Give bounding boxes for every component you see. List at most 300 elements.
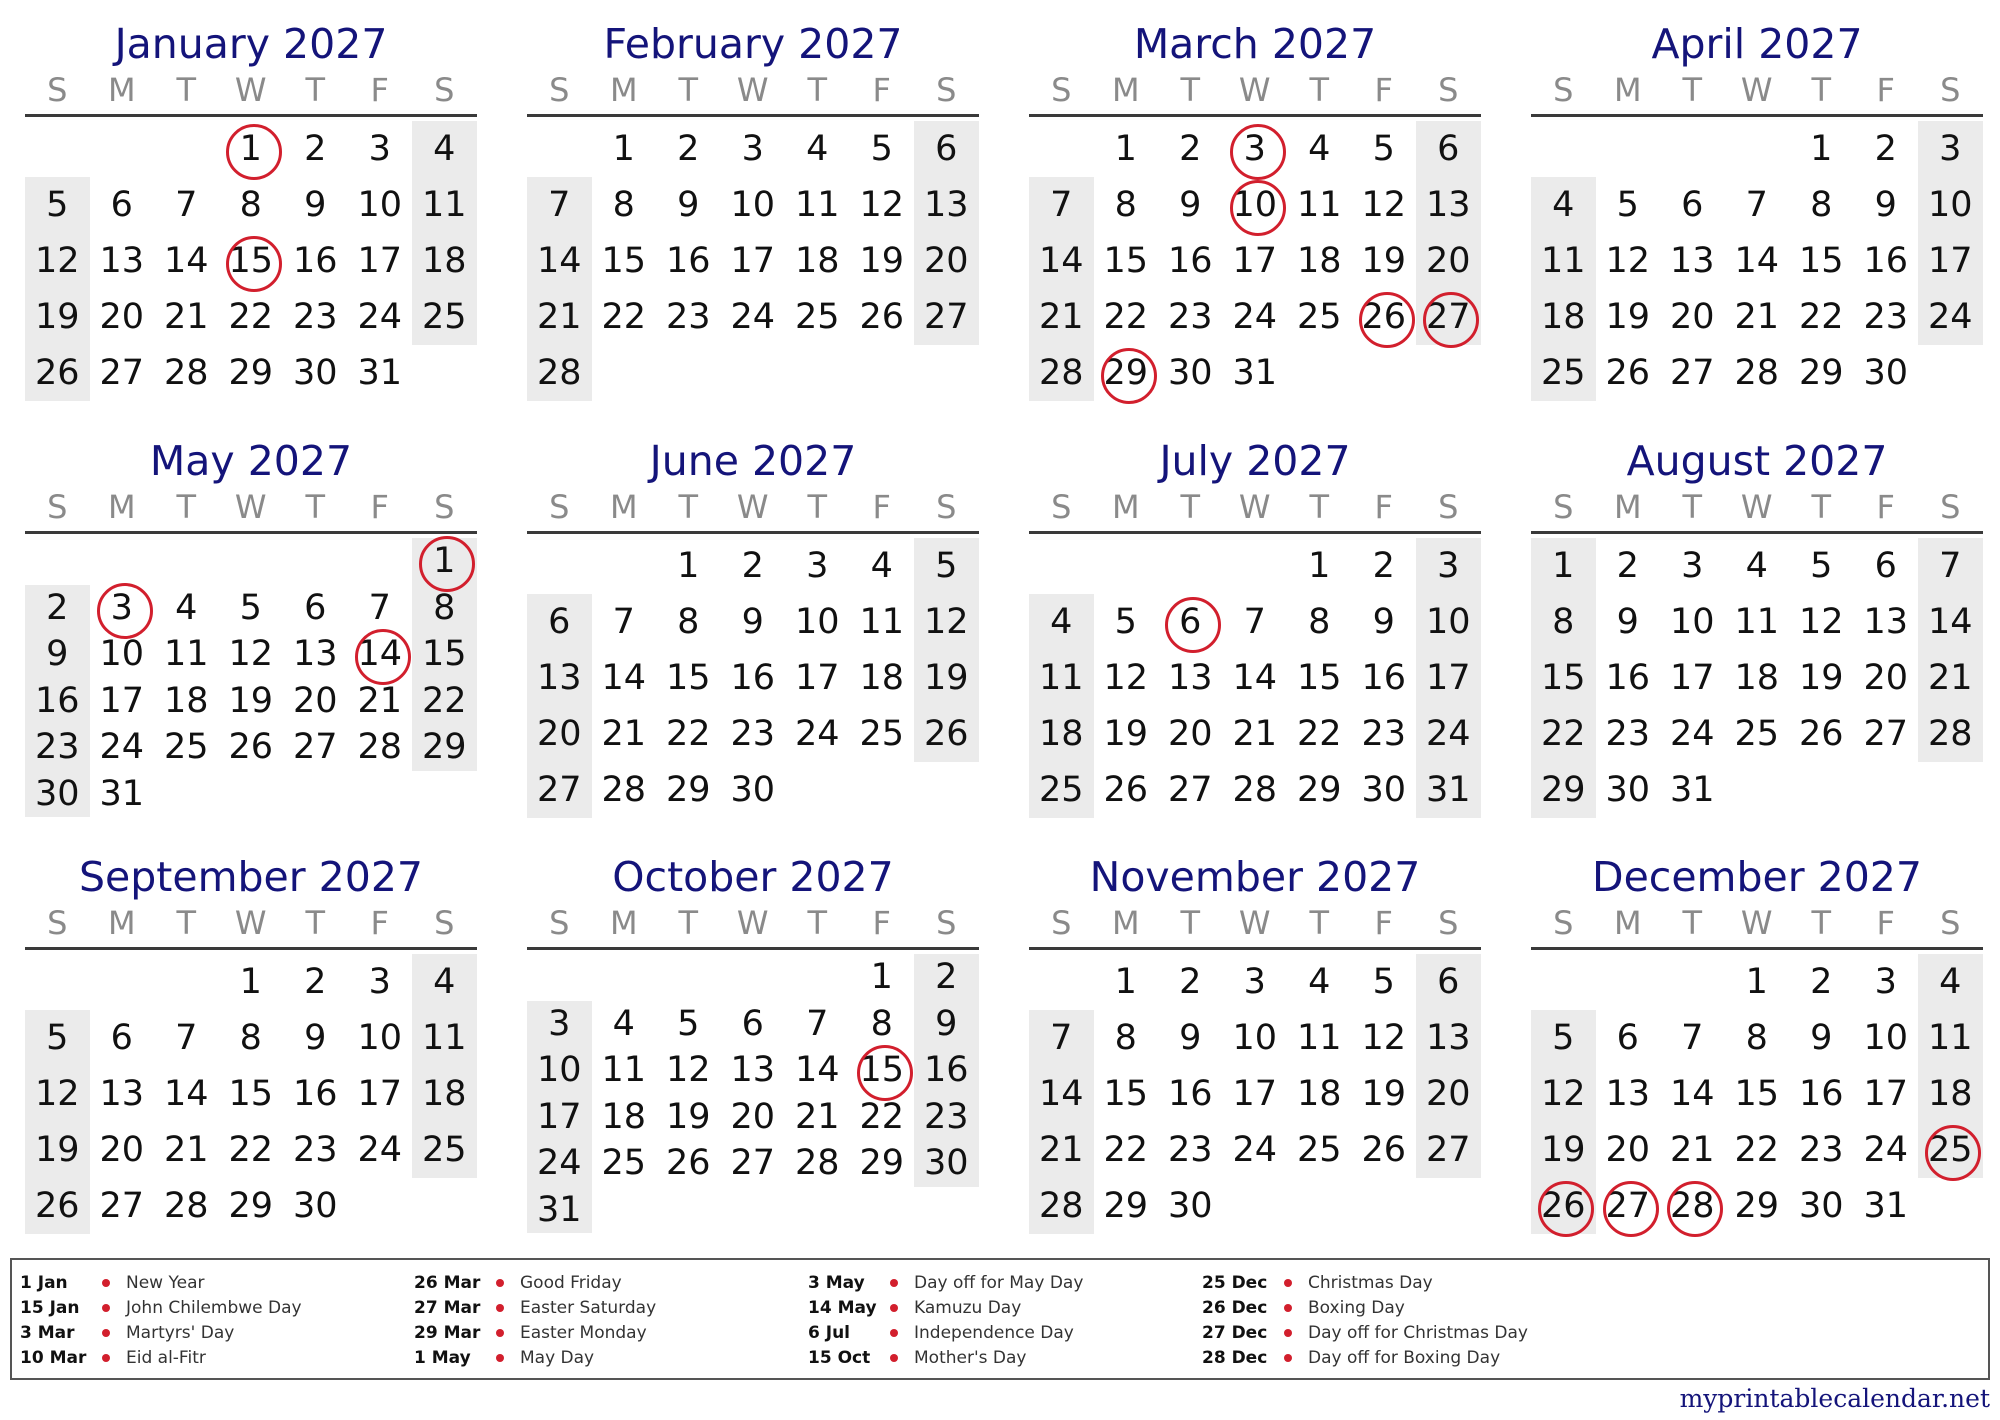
day-cell: 2 (935, 957, 958, 997)
weekday-header (1531, 70, 1983, 110)
day-cell: 3 (1874, 962, 1897, 1002)
day-cell: 24 (1669, 714, 1715, 754)
day-cell: 6 (110, 185, 133, 225)
weekday-label: S (1051, 71, 1072, 109)
weekday-label: W (1238, 488, 1271, 526)
legend-date: 26 Mar (414, 1272, 481, 1293)
day-cell: 13 (1669, 241, 1715, 281)
empty-day-cell (656, 345, 721, 401)
day-cell: 18 (1734, 658, 1780, 698)
day-cell: 16 (1167, 1074, 1213, 1114)
day-cell: 2 (741, 546, 764, 586)
day-cell: 7 (548, 185, 571, 225)
bullet-dot-icon (496, 1304, 504, 1312)
week-row (1029, 1010, 1481, 1066)
day-cell: 7 (175, 185, 198, 225)
bullet-dot-icon (890, 1304, 898, 1312)
day-cell: 29 (1734, 1186, 1780, 1226)
empty-day-cell (1352, 1178, 1417, 1234)
day-cell: 24 (1232, 1130, 1278, 1170)
holiday-day-cell: 10 (1223, 177, 1288, 233)
day-cell: 24 (1863, 1130, 1909, 1170)
week-row (1029, 177, 1481, 233)
day-cell: 7 (1050, 1018, 1073, 1058)
day-cell: 13 (730, 1050, 776, 1090)
legend-column (808, 1270, 1208, 1370)
day-cell: 17 (99, 680, 145, 721)
day-cell: 6 (1681, 185, 1704, 225)
legend-holiday-name: Christmas Day (1308, 1272, 1433, 1293)
day-cell: 18 (1296, 241, 1342, 281)
day-cell: 8 (239, 185, 262, 225)
empty-day-cell (1660, 954, 1725, 1010)
empty-day-cell (1416, 1178, 1481, 1234)
day-cell: 22 (228, 1130, 274, 1170)
week-row (1531, 177, 1983, 233)
day-cell: 14 (794, 1050, 840, 1090)
day-cell: 25 (859, 714, 905, 754)
week-row (1029, 538, 1481, 594)
day-cell: 11 (1734, 602, 1780, 642)
weekday-label: T (1811, 904, 1832, 942)
weekday-label: T (1682, 488, 1703, 526)
holiday-day-cell: 3 (90, 585, 155, 632)
day-cell: 15 (421, 634, 467, 674)
day-cell: 13 (99, 241, 145, 281)
week-row (1531, 121, 1983, 177)
week-row (1531, 345, 1983, 401)
bullet-dot-icon (102, 1279, 110, 1287)
day-cell: 2 (677, 129, 700, 169)
day-cell: 12 (859, 185, 905, 225)
day-cell: 6 (1437, 962, 1460, 1002)
day-cell: 27 (923, 297, 969, 337)
day-cell: 8 (1114, 185, 1137, 225)
empty-day-cell (1531, 121, 1596, 177)
empty-day-cell (1029, 954, 1094, 1010)
day-cell: 14 (1232, 658, 1278, 698)
day-cell: 27 (730, 1143, 776, 1183)
weekday-label: F (370, 71, 389, 109)
week-row (1531, 954, 1983, 1010)
day-cell: 7 (175, 1018, 198, 1058)
month-days (1531, 121, 1983, 401)
day-cell: 19 (228, 680, 274, 721)
day-cell: 17 (1232, 241, 1278, 281)
weekday-header (1029, 70, 1481, 110)
bullet-dot-icon (496, 1279, 504, 1287)
legend-item (20, 1270, 420, 1295)
day-cell: 5 (870, 129, 893, 169)
legend-item (808, 1320, 1208, 1345)
day-cell: 15 (1103, 241, 1149, 281)
day-cell: 1 (1810, 129, 1833, 169)
day-cell: 5 (46, 1018, 69, 1058)
week-row (527, 121, 979, 177)
day-cell: 23 (1863, 297, 1909, 337)
day-cell: 20 (923, 241, 969, 281)
weekday-label: T (1309, 904, 1330, 942)
week-row (1029, 1066, 1481, 1122)
day-cell: 22 (1798, 297, 1844, 337)
day-cell: 4 (1552, 185, 1575, 225)
week-row (25, 1178, 477, 1234)
day-cell: 1 (1745, 962, 1768, 1002)
day-cell: 29 (228, 353, 274, 393)
empty-day-cell (914, 1187, 979, 1234)
week-row (25, 954, 477, 1010)
legend-column (1202, 1270, 1602, 1370)
day-cell: 25 (1540, 353, 1586, 393)
day-cell: 22 (1103, 1130, 1149, 1170)
day-cell: 28 (1927, 714, 1973, 754)
day-cell: 19 (1798, 658, 1844, 698)
day-cell: 7 (1050, 185, 1073, 225)
day-cell: 17 (794, 658, 840, 698)
day-cell: 16 (923, 1050, 969, 1090)
week-row (1531, 1178, 1983, 1234)
empty-day-cell (785, 345, 850, 401)
day-cell: 12 (1361, 1018, 1407, 1058)
weekday-label: W (234, 904, 267, 942)
month-may (25, 435, 477, 817)
day-cell: 30 (1798, 1186, 1844, 1226)
day-cell: 6 (1874, 546, 1897, 586)
day-cell: 15 (1798, 241, 1844, 281)
legend-item (414, 1345, 814, 1370)
day-cell: 10 (357, 1018, 403, 1058)
empty-day-cell (412, 345, 477, 401)
day-cell: 24 (357, 1130, 403, 1170)
day-cell: 3 (368, 129, 391, 169)
day-cell: 20 (1425, 241, 1471, 281)
day-cell: 16 (1361, 658, 1407, 698)
legend-item (1202, 1320, 1602, 1345)
day-cell: 9 (1616, 602, 1639, 642)
legend-item (414, 1320, 814, 1345)
legend-item (414, 1295, 814, 1320)
day-cell: 27 (292, 727, 338, 767)
day-cell: 16 (665, 241, 711, 281)
legend-item (808, 1270, 1208, 1295)
month-september (25, 851, 477, 1234)
day-cell: 4 (1308, 962, 1331, 1002)
empty-day-cell (1918, 345, 1983, 401)
day-cell: 11 (421, 185, 467, 225)
weekday-header (527, 487, 979, 527)
empty-day-cell (785, 954, 850, 1001)
day-cell: 2 (1179, 129, 1202, 169)
empty-day-cell (592, 538, 657, 594)
week-row (25, 233, 477, 289)
month-august (1531, 435, 1983, 818)
day-cell: 15 (1734, 1074, 1780, 1114)
legend-date: 3 Mar (20, 1322, 75, 1343)
day-cell: 9 (1810, 1018, 1833, 1058)
bullet-dot-icon (890, 1279, 898, 1287)
month-title: September 2027 (79, 853, 423, 901)
week-row (1029, 762, 1481, 818)
weekday-label: T (1682, 71, 1703, 109)
weekday-label: T (678, 488, 699, 526)
month-april (1531, 18, 1983, 401)
week-row (527, 1140, 979, 1187)
empty-day-cell (914, 345, 979, 401)
weekday-label: T (1682, 904, 1703, 942)
day-cell: 4 (175, 587, 198, 628)
day-cell: 5 (1810, 546, 1833, 586)
holiday-day-cell: 15 (219, 233, 284, 289)
month-december (1531, 851, 1983, 1234)
empty-day-cell (850, 1187, 915, 1234)
day-cell: 14 (1669, 1074, 1715, 1114)
day-cell: 28 (163, 1186, 209, 1226)
month-november (1029, 851, 1481, 1234)
day-cell: 13 (1863, 602, 1909, 642)
legend-date: 29 Mar (414, 1322, 481, 1343)
day-cell: 2 (46, 587, 69, 628)
day-cell: 22 (1103, 297, 1149, 337)
day-cell: 28 (357, 727, 403, 767)
weekday-label: S (936, 488, 957, 526)
day-cell: 23 (34, 727, 80, 767)
day-cell: 15 (1540, 658, 1586, 698)
day-cell: 30 (1605, 770, 1651, 810)
empty-day-cell (25, 954, 90, 1010)
day-cell: 16 (730, 658, 776, 698)
legend-holiday-name: Day off for May Day (914, 1272, 1084, 1293)
holiday-day-cell: 26 (1352, 289, 1417, 345)
day-cell: 11 (421, 1018, 467, 1058)
empty-day-cell (1596, 954, 1661, 1010)
day-cell: 21 (1927, 658, 1973, 698)
day-cell: 30 (292, 1186, 338, 1226)
empty-day-cell (90, 538, 155, 585)
day-cell: 3 (806, 546, 829, 586)
week-row (527, 1001, 979, 1048)
weekday-label: T (807, 488, 828, 526)
weekday-label: W (1740, 904, 1773, 942)
weekday-label: S (936, 71, 957, 109)
weekday-label: T (305, 904, 326, 942)
bullet-dot-icon (1284, 1304, 1292, 1312)
day-cell: 18 (1038, 714, 1084, 754)
empty-day-cell (348, 1178, 413, 1234)
weekday-label: S (47, 71, 68, 109)
day-cell: 20 (1669, 297, 1715, 337)
day-cell: 7 (1243, 602, 1266, 642)
day-cell: 3 (1939, 129, 1962, 169)
weekday-label: S (1438, 904, 1459, 942)
day-cell: 31 (536, 1189, 582, 1230)
legend-holiday-name: Easter Saturday (520, 1297, 657, 1318)
day-cell: 18 (421, 241, 467, 281)
weekday-label: M (1613, 488, 1642, 526)
day-cell: 11 (1540, 241, 1586, 281)
day-cell: 15 (1296, 658, 1342, 698)
weekday-label: T (678, 71, 699, 109)
day-cell: 13 (1605, 1074, 1651, 1114)
legend-item (20, 1345, 420, 1370)
legend-holiday-name: Good Friday (520, 1272, 622, 1293)
week-row (25, 121, 477, 177)
weekday-label: S (936, 904, 957, 942)
day-cell: 13 (923, 185, 969, 225)
week-row (25, 724, 477, 771)
legend-holiday-name: Independence Day (914, 1322, 1074, 1343)
day-cell: 17 (357, 241, 403, 281)
month-title: October 2027 (612, 853, 894, 901)
header-rule (1531, 531, 1983, 534)
weekday-label: M (1111, 904, 1140, 942)
site-credit: myprintablecalendar.net (1679, 1384, 1990, 1413)
empty-day-cell (1660, 121, 1725, 177)
day-cell: 20 (1605, 1130, 1651, 1170)
legend-column (414, 1270, 814, 1370)
month-title: June 2027 (649, 437, 857, 485)
weekday-label: S (549, 71, 570, 109)
day-cell: 26 (923, 714, 969, 754)
weekday-label: S (434, 904, 455, 942)
weekday-label: M (1613, 904, 1642, 942)
legend-date: 25 Dec (1202, 1272, 1268, 1293)
day-cell: 27 (1167, 770, 1213, 810)
week-row (527, 233, 979, 289)
day-cell: 16 (1863, 241, 1909, 281)
weekday-label: M (107, 71, 136, 109)
weekday-label: S (1051, 488, 1072, 526)
month-title: January 2027 (114, 20, 388, 68)
day-cell: 15 (1103, 1074, 1149, 1114)
day-cell: 15 (665, 658, 711, 698)
month-days (1029, 954, 1481, 1234)
day-cell: 1 (1114, 962, 1137, 1002)
week-row (1531, 233, 1983, 289)
day-cell: 31 (1669, 770, 1715, 810)
holiday-day-cell: 28 (1660, 1178, 1725, 1234)
empty-day-cell (219, 771, 284, 818)
day-cell: 21 (1038, 1130, 1084, 1170)
weekday-label: T (305, 71, 326, 109)
weekday-label: F (1374, 488, 1393, 526)
day-cell: 7 (1745, 185, 1768, 225)
legend-item (20, 1295, 420, 1320)
legend-date: 15 Oct (808, 1347, 871, 1368)
empty-day-cell (348, 771, 413, 818)
week-row (1029, 650, 1481, 706)
holiday-day-cell: 25 (1918, 1122, 1983, 1178)
empty-day-cell (154, 771, 219, 818)
week-row (1531, 1122, 1983, 1178)
day-cell: 31 (99, 773, 145, 814)
day-cell: 31 (1863, 1186, 1909, 1226)
day-cell: 3 (1437, 546, 1460, 586)
day-cell: 4 (1745, 546, 1768, 586)
legend-holiday-name: Easter Monday (520, 1322, 647, 1343)
weekday-header (25, 487, 477, 527)
week-row (25, 1010, 477, 1066)
day-cell: 17 (536, 1096, 582, 1137)
weekday-label: S (1438, 488, 1459, 526)
day-cell: 21 (794, 1096, 840, 1137)
day-cell: 11 (1927, 1018, 1973, 1058)
day-cell: 21 (1232, 714, 1278, 754)
legend-item (1202, 1295, 1602, 1320)
weekday-label: F (1374, 71, 1393, 109)
empty-day-cell (785, 1187, 850, 1234)
day-cell: 5 (677, 1003, 700, 1044)
day-cell: 14 (1038, 241, 1084, 281)
day-cell: 11 (859, 602, 905, 642)
day-cell: 5 (46, 185, 69, 225)
month-days (1531, 538, 1983, 818)
day-cell: 16 (34, 680, 80, 721)
empty-day-cell (850, 762, 915, 818)
day-cell: 29 (1798, 353, 1844, 393)
holiday-day-cell: 1 (412, 538, 477, 585)
day-cell: 22 (1734, 1130, 1780, 1170)
day-cell: 23 (1167, 1130, 1213, 1170)
week-row (1029, 594, 1481, 650)
day-cell: 20 (99, 297, 145, 337)
day-cell: 23 (292, 297, 338, 337)
day-cell: 19 (1605, 297, 1651, 337)
weekday-label: F (1876, 904, 1895, 942)
day-cell: 28 (163, 353, 209, 393)
day-cell: 19 (1361, 241, 1407, 281)
day-cell: 5 (1114, 602, 1137, 642)
header-rule (25, 531, 477, 534)
weekday-label: M (1111, 488, 1140, 526)
week-row (527, 1094, 979, 1141)
legend-holiday-name: Eid al-Fitr (126, 1347, 206, 1368)
day-cell: 1 (239, 962, 262, 1002)
day-cell: 19 (34, 297, 80, 337)
empty-day-cell (412, 771, 477, 818)
day-cell: 26 (228, 727, 274, 767)
day-cell: 12 (665, 1050, 711, 1090)
day-cell: 5 (935, 546, 958, 586)
day-cell: 10 (1927, 185, 1973, 225)
weekday-label: T (1180, 488, 1201, 526)
day-cell: 18 (1540, 297, 1586, 337)
month-days (25, 954, 477, 1234)
day-cell: 11 (1296, 185, 1342, 225)
day-cell: 9 (935, 1003, 958, 1044)
day-cell: 5 (239, 587, 262, 628)
day-cell: 12 (228, 634, 274, 674)
legend-item (808, 1295, 1208, 1320)
month-february (527, 18, 979, 401)
weekday-label: F (872, 71, 891, 109)
day-cell: 21 (601, 714, 647, 754)
empty-day-cell (1223, 538, 1288, 594)
day-cell: 13 (536, 658, 582, 698)
day-cell: 20 (1425, 1074, 1471, 1114)
bullet-dot-icon (496, 1329, 504, 1337)
day-cell: 25 (163, 727, 209, 767)
day-cell: 12 (1103, 658, 1149, 698)
holiday-day-cell: 27 (1416, 289, 1481, 345)
day-cell: 26 (1103, 770, 1149, 810)
empty-day-cell (592, 954, 657, 1001)
legend-date: 10 Mar (20, 1347, 87, 1368)
day-cell: 23 (292, 1130, 338, 1170)
day-cell: 26 (34, 353, 80, 393)
empty-day-cell (1725, 762, 1790, 818)
day-cell: 21 (1038, 297, 1084, 337)
day-cell: 9 (1179, 185, 1202, 225)
